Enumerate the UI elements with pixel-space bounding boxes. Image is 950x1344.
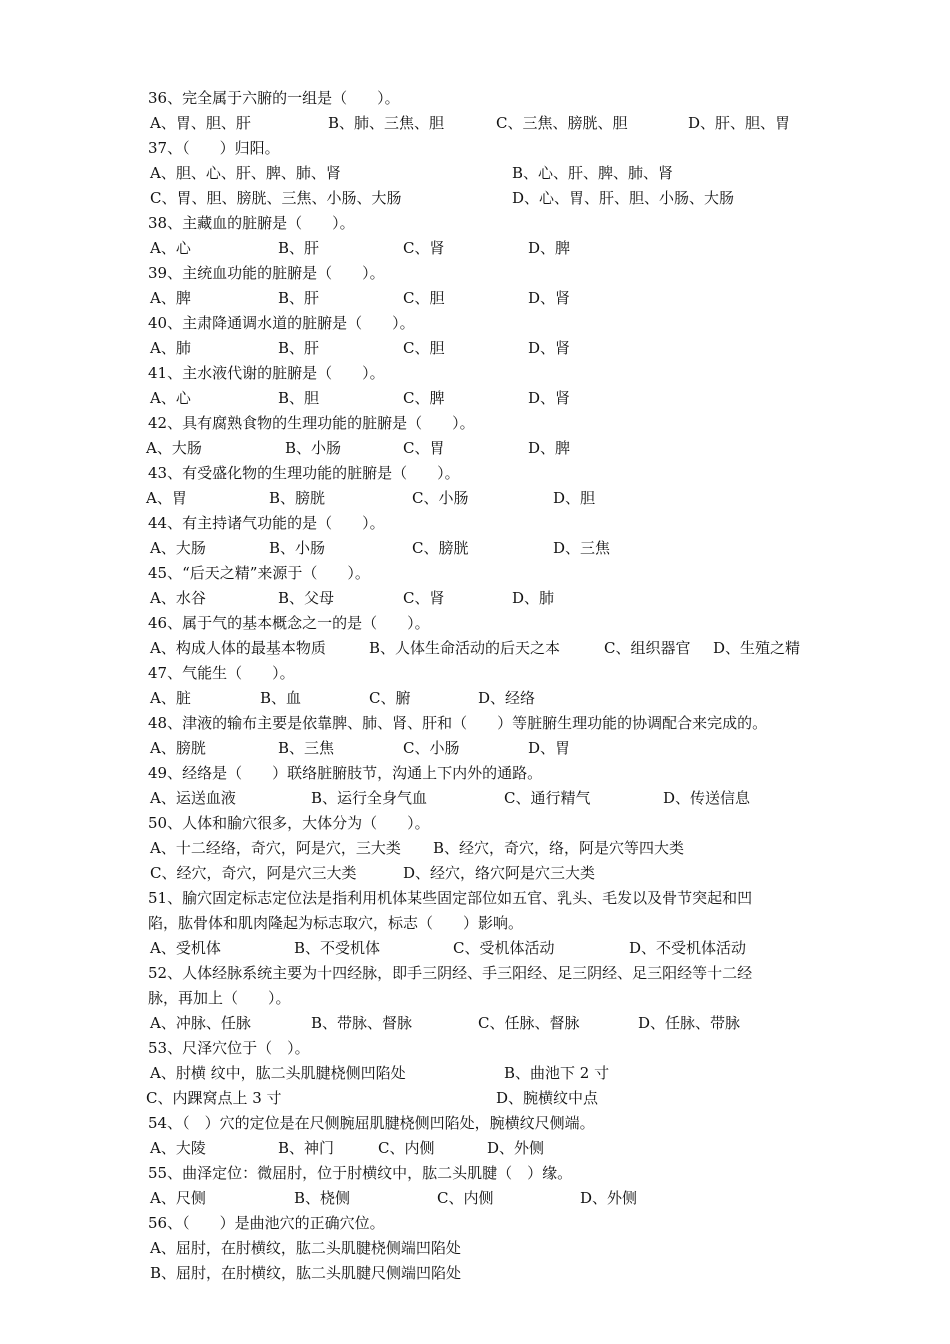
- q55-option-d: D、外侧: [580, 1189, 638, 1207]
- q44-option-c: C、膀胱: [412, 539, 469, 557]
- q36-option-b: B、肺、三焦、胆: [328, 114, 445, 132]
- q48-option-a: A、膀胱: [150, 739, 206, 757]
- q55-option-c: C、内侧: [437, 1189, 494, 1207]
- question-50-stem: 50、人体和腧穴很多，大体分为（ ）。: [148, 814, 430, 832]
- q49-option-d: D、传送信息: [663, 789, 751, 807]
- q48-option-b: B、三焦: [278, 739, 335, 757]
- question-49-stem: 49、经络是（ ）联络脏腑肢节，沟通上下内外的通路。: [148, 764, 543, 782]
- q49-option-c: C、通行精气: [504, 789, 591, 807]
- question-53-stem: 53、尺泽穴位于（ ）。: [148, 1039, 310, 1057]
- question-56-stem: 56、（ ）是曲池穴的正确穴位。: [148, 1214, 385, 1232]
- question-52-stem: 52、人体经脉系统主要为十四经脉，即手三阴经、手三阳经、足三阴经、足三阳经等十二经: [148, 964, 753, 982]
- q41-option-d: D、肾: [528, 389, 571, 407]
- question-46-stem: 46、属于气的基本概念之一的是（ ）。: [148, 614, 430, 632]
- question-42-stem: 42、具有腐熟食物的生理功能的脏腑是（ ）。: [148, 414, 475, 432]
- q47-option-d: D、经络: [478, 689, 536, 707]
- q50-option-b: B、经穴，奇穴，络，阿是穴等四大类: [433, 839, 685, 857]
- q52-option-b: B、带脉、督脉: [311, 1014, 413, 1032]
- q48-option-c: C、小肠: [403, 739, 460, 757]
- q54-option-d: D、外侧: [487, 1139, 545, 1157]
- question-48-stem: 48、津液的输布主要是依靠脾、肺、肾、肝和（ ）等脏腑生理功能的协调配合来完成的。: [148, 714, 768, 732]
- q44-option-d: D、三焦: [553, 539, 611, 557]
- q39-option-a: A、脾: [150, 289, 191, 307]
- question-44-stem: 44、有主持诸气功能的是（ ）。: [148, 514, 385, 532]
- q53-option-b: B、曲池下 2 寸: [504, 1064, 610, 1082]
- q53-option-d: D、腕横纹中点: [496, 1089, 599, 1107]
- q38-option-a: A、心: [150, 239, 191, 257]
- q36-option-c: C、三焦、膀胱、胆: [496, 114, 628, 132]
- q39-option-b: B、肝: [278, 289, 320, 307]
- q38-option-c: C、肾: [403, 239, 445, 257]
- q38-option-b: B、肝: [278, 239, 320, 257]
- q50-option-c: C、经穴，奇穴，阿是穴三大类: [150, 864, 357, 882]
- q56-option-b: B、屈肘，在肘横纹，肱二头肌腱尺侧端凹陷处: [150, 1264, 462, 1282]
- q54-option-a: A、大陵: [150, 1139, 206, 1157]
- q37-option-d: D、心、胃、肝、胆、小肠、大肠: [512, 189, 735, 207]
- q40-option-c: C、胆: [403, 339, 445, 357]
- question-51-stem-continued: 陷，肱骨体和肌肉隆起为标志取穴，标志（ ）影响。: [148, 914, 524, 932]
- question-52-stem-continued: 脉，再加上（ ）。: [148, 989, 291, 1007]
- q55-option-a: A、尺侧: [150, 1189, 206, 1207]
- q47-option-c: C、腑: [369, 689, 411, 707]
- q49-option-b: B、运行全身气血: [311, 789, 428, 807]
- q47-option-a: A、脏: [150, 689, 191, 707]
- q51-option-c: C、受机体活动: [453, 939, 555, 957]
- question-51-stem: 51、腧穴固定标志定位法是指利用机体某些固定部位如五官、乳头、毛发以及骨节突起和凹: [148, 889, 753, 907]
- q43-option-d: D、胆: [553, 489, 596, 507]
- q43-option-a: A、胃: [146, 489, 187, 507]
- q50-option-d: D、经穴，络穴阿是穴三大类: [403, 864, 596, 882]
- q36-option-d: D、肝、胆、胃: [688, 114, 791, 132]
- question-38-stem: 38、主藏血的脏腑是（ ）。: [148, 214, 355, 232]
- q46-option-b: B、人体生命活动的后天之本: [369, 639, 561, 657]
- question-39-stem: 39、主统血功能的脏腑是（ ）。: [148, 264, 385, 282]
- q45-option-a: A、水谷: [150, 589, 206, 607]
- q52-option-a: A、冲脉、任脉: [150, 1014, 251, 1032]
- q37-option-c: C、胃、胆、膀胱、三焦、小肠、大肠: [150, 189, 402, 207]
- q37-option-a: A、胆、心、肝、脾、肺、肾: [150, 164, 341, 182]
- q51-option-a: A、受机体: [150, 939, 221, 957]
- q53-option-c: C、内踝窝点上 3 寸: [146, 1089, 282, 1107]
- q42-option-d: D、脾: [528, 439, 571, 457]
- q36-option-a: A、胃、胆、肝: [150, 114, 251, 132]
- question-54-stem: 54、（ ）穴的定位是在尺侧腕屈肌腱桡侧凹陷处，腕横纹尺侧端。: [148, 1114, 595, 1132]
- question-36-stem: 36、完全属于六腑的一组是（ ）。: [148, 89, 400, 107]
- question-41-stem: 41、主水液代谢的脏腑是（ ）。: [148, 364, 385, 382]
- q42-option-c: C、胃: [403, 439, 445, 457]
- q54-option-c: C、内侧: [378, 1139, 435, 1157]
- q40-option-b: B、肝: [278, 339, 320, 357]
- q45-option-b: B、父母: [278, 589, 335, 607]
- q42-option-b: B、小肠: [285, 439, 342, 457]
- question-55-stem: 55、曲泽定位：微屈肘，位于肘横纹中，肱二头肌腱（ ）缘。: [148, 1164, 573, 1182]
- q52-option-c: C、任脉、督脉: [478, 1014, 580, 1032]
- q46-option-a: A、构成人体的最基本物质: [150, 639, 326, 657]
- question-47-stem: 47、气能生（ ）。: [148, 664, 295, 682]
- q53-option-a: A、肘横 纹中，肱二头肌腱桡侧凹陷处: [150, 1064, 406, 1082]
- question-45-stem: 45、“后天之精”来源于（ ）。: [148, 564, 370, 582]
- q45-option-d: D、肺: [512, 589, 555, 607]
- q39-option-d: D、肾: [528, 289, 571, 307]
- q51-option-b: B、不受机体: [294, 939, 381, 957]
- q40-option-d: D、肾: [528, 339, 571, 357]
- q52-option-d: D、任脉、带脉: [638, 1014, 741, 1032]
- question-43-stem: 43、有受盛化物的生理功能的脏腑是（ ）。: [148, 464, 460, 482]
- q41-option-a: A、心: [150, 389, 191, 407]
- q41-option-c: C、脾: [403, 389, 445, 407]
- q55-option-b: B、桡侧: [294, 1189, 351, 1207]
- q47-option-b: B、血: [260, 689, 302, 707]
- question-37-stem: 37、（ ）归阳。: [148, 139, 280, 157]
- q56-option-a: A、屈肘，在肘横纹，肱二头肌腱桡侧端凹陷处: [150, 1239, 461, 1257]
- q48-option-d: D、胃: [528, 739, 571, 757]
- q41-option-b: B、胆: [278, 389, 320, 407]
- q45-option-c: C、肾: [403, 589, 445, 607]
- q51-option-d: D、不受机体活动: [629, 939, 747, 957]
- q40-option-a: A、肺: [150, 339, 191, 357]
- q43-option-b: B、膀胱: [269, 489, 326, 507]
- q44-option-b: B、小肠: [269, 539, 326, 557]
- q50-option-a: A、十二经络，奇穴，阿是穴，三大类: [150, 839, 401, 857]
- question-40-stem: 40、主肃降通调水道的脏腑是（ ）。: [148, 314, 415, 332]
- q49-option-a: A、运送血液: [150, 789, 236, 807]
- q38-option-d: D、脾: [528, 239, 571, 257]
- q54-option-b: B、神门: [278, 1139, 335, 1157]
- q46-option-c: C、组织器官: [604, 639, 691, 657]
- q46-option-d: D、生殖之精: [713, 639, 801, 657]
- q42-option-a: A、大肠: [146, 439, 202, 457]
- q44-option-a: A、大肠: [150, 539, 206, 557]
- q43-option-c: C、小肠: [412, 489, 469, 507]
- q39-option-c: C、胆: [403, 289, 445, 307]
- q37-option-b: B、心、肝、脾、肺、肾: [512, 164, 674, 182]
